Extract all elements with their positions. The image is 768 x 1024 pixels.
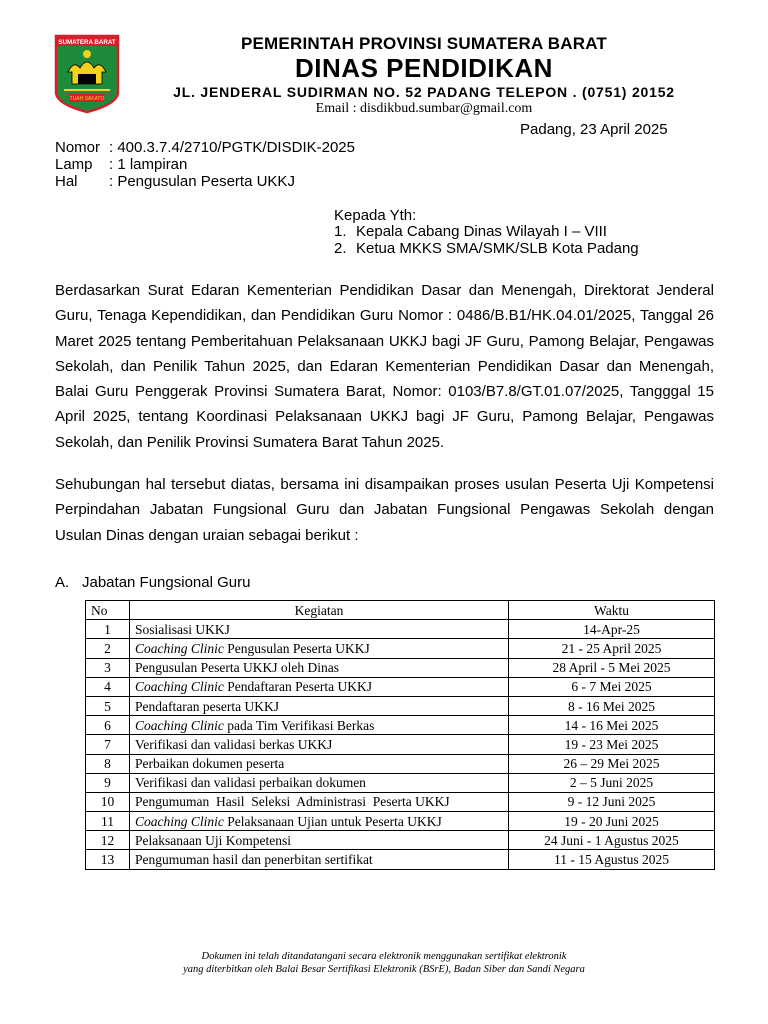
recipient-item-text: Kepala Cabang Dinas Wilayah I – VIII <box>356 223 607 240</box>
cell-kegiatan <box>130 792 509 811</box>
meta-nomor-value: : 400.3.7.4/2710/PGTK/DISDIK-2025 <box>109 139 355 156</box>
cell-kegiatan-emphasis: Coaching Clinic <box>135 813 224 829</box>
cell-kegiatan-emphasis: Coaching Clinic <box>135 717 224 733</box>
cell-no: 12 <box>86 831 130 850</box>
cell-no: 6 <box>86 716 130 735</box>
cell-waktu: 19 - 20 Juni 2025 <box>509 812 715 831</box>
cell-kegiatan <box>130 677 509 696</box>
recipient-item <box>334 240 639 257</box>
table-row <box>86 754 715 773</box>
logo-banner-text: SUMATERA BARAT <box>58 39 116 47</box>
cell-kegiatan <box>130 620 509 639</box>
cell-kegiatan-text: Pengumuman hasil dan penerbitan sertifikat <box>135 852 373 868</box>
cell-kegiatan <box>130 831 509 850</box>
cell-waktu: 2 – 5 Juni 2025 <box>509 773 715 792</box>
section-title: Jabatan Fungsional Guru <box>82 574 251 591</box>
cell-kegiatan <box>130 773 509 792</box>
footer-line-2: yang diterbitkan oleh Balai Besar Sertifikasi Elektronik (BSrE), Badan Siber dan Sandi Negara <box>183 964 585 975</box>
cell-waktu: 14 - 16 Mei 2025 <box>509 716 715 735</box>
meta-hal-value: : Pengusulan Peserta UKKJ <box>109 173 295 190</box>
cell-kegiatan-text: Pengumuman Hasil Seleksi Administrasi Peserta UKKJ <box>135 794 450 810</box>
office-email: Email : disdikbud.sumbar@gmail.com <box>315 101 533 116</box>
section-number: A. <box>55 574 70 591</box>
cell-kegiatan <box>130 716 509 735</box>
table-row <box>86 696 715 715</box>
cell-waktu: 11 - 15 Agustus 2025 <box>509 850 715 869</box>
meta-lamp-value: : 1 lampiran <box>109 156 188 173</box>
cell-kegiatan-text: Verifikasi dan validasi berkas UKKJ <box>135 736 333 752</box>
meta-nomor <box>55 139 355 156</box>
letter-date: Padang, 23 April 2025 <box>520 121 668 138</box>
meta-lamp <box>55 156 187 173</box>
cell-kegiatan-text: Pengusulan Peserta UKKJ <box>223 640 370 656</box>
cell-waktu: 26 – 29 Mei 2025 <box>509 754 715 773</box>
table-row <box>86 850 715 869</box>
table-row <box>86 792 715 811</box>
cell-kegiatan-text: pada Tim Verifikasi Berkas <box>223 717 375 733</box>
cell-kegiatan-text: Sosialisasi UKKJ <box>135 621 230 637</box>
cell-no: 8 <box>86 754 130 773</box>
cell-waktu: 6 - 7 Mei 2025 <box>509 677 715 696</box>
table-row <box>86 831 715 850</box>
recipient-item-number: 1. <box>334 223 347 240</box>
recipient-item <box>334 223 607 240</box>
cell-waktu: 21 - 25 April 2025 <box>509 639 715 658</box>
table-row <box>86 620 715 639</box>
cell-kegiatan-text: Perbaikan dokumen peserta <box>135 756 285 772</box>
cell-no: 4 <box>86 677 130 696</box>
cell-kegiatan-text: Pendaftaran peserta UKKJ <box>135 698 279 714</box>
department-name: DINAS PENDIDIKAN <box>295 53 553 83</box>
table-row <box>86 677 715 696</box>
cell-kegiatan <box>130 658 509 677</box>
cell-kegiatan-text: Pelaksanaan Uji Kompetensi <box>135 832 291 848</box>
meta-hal <box>55 173 295 190</box>
cell-no: 10 <box>86 792 130 811</box>
cell-kegiatan <box>130 754 509 773</box>
cell-waktu: 14-Apr-25 <box>509 620 715 639</box>
table-row <box>86 716 715 735</box>
column-header-kegiatan: Kegiatan <box>130 601 509 620</box>
meta-nomor-label: Nomor <box>55 139 101 156</box>
cell-waktu: 28 April - 5 Mei 2025 <box>509 658 715 677</box>
cell-no: 13 <box>86 850 130 869</box>
recipient-item-number: 2. <box>334 240 347 257</box>
body-paragraph-1: Berdasarkan Surat Edaran Kementerian Pendidikan Dasar dan Menengah, Direktorat Jenderal Guru, Tenaga Kependidikan, dan Pendidikan Guru Nomor : 0486/B.B1/HK.04.01/2025, Tanggal 26 Maret 2025 tentang Pemberitahuan Pelaksanaan UKKJ bagi JF Guru, Pamong Belajar, Pengawas Sekolah, dan Penilik Tahun 2025, dan Edaran Kementerian Pendidikan Dasar dan Menengah, Balai Guru Penggerak Provinsi Sumatera Barat, Nomor: 0103/B7.8/GT.01.07/2025, Tangggal 15 April 2025, tentang Koordinasi Pelaksanaan UKKJ bagi JF Guru, Pamong Belajar, Pengawas Sekolah, dan Penilik Provinsi Sumatera Barat Tahun 2025. <box>55 282 714 451</box>
cell-kegiatan <box>130 850 509 869</box>
column-header-no: No <box>86 601 130 620</box>
recipient-item-text: Ketua MKKS SMA/SMK/SLB Kota Padang <box>356 240 639 257</box>
footer-line-1: Dokumen ini telah ditandatangani secara elektronik menggunakan sertifikat elektronik <box>201 951 567 962</box>
cell-kegiatan <box>130 639 509 658</box>
body-paragraph-2: Sehubungan hal tersebut diatas, bersama ini disampaikan proses usulan Peserta Uji Kompetensi Perpindahan Jabatan Fungsional Guru dan Jabatan Fungsional Pengawas Sekolah dengan Usulan Dinas dengan uraian sebagai berikut : <box>55 476 714 544</box>
cell-no: 1 <box>86 620 130 639</box>
cell-kegiatan-text: Pendaftaran Peserta UKKJ <box>223 679 372 695</box>
table-row <box>86 812 715 831</box>
cell-no: 7 <box>86 735 130 754</box>
cell-no: 11 <box>86 812 130 831</box>
table-header-row <box>86 601 715 620</box>
cell-no: 2 <box>86 639 130 658</box>
table-row <box>86 658 715 677</box>
meta-lamp-label: Lamp <box>55 156 93 173</box>
cell-kegiatan <box>130 735 509 754</box>
cell-no: 3 <box>86 658 130 677</box>
cell-waktu: 9 - 12 Juni 2025 <box>509 792 715 811</box>
table-row <box>86 735 715 754</box>
logo-motto-text: TUAH SAKATO <box>69 96 105 103</box>
cell-waktu: 8 - 16 Mei 2025 <box>509 696 715 715</box>
meta-hal-label: Hal <box>55 173 78 190</box>
cell-kegiatan-text: Pelaksanaan Ujian untuk Peserta UKKJ <box>223 813 442 829</box>
section-heading <box>55 574 250 591</box>
cell-kegiatan-text: Verifikasi dan validasi perbaikan dokumen <box>135 775 366 791</box>
cell-kegiatan <box>130 812 509 831</box>
cell-waktu: 19 - 23 Mei 2025 <box>509 735 715 754</box>
cell-no: 9 <box>86 773 130 792</box>
cell-kegiatan <box>130 696 509 715</box>
table-row <box>86 773 715 792</box>
office-address: JL. JENDERAL SUDIRMAN NO. 52 PADANG TELEPON . (0751) 20152 <box>173 84 675 100</box>
cell-kegiatan-emphasis: Coaching Clinic <box>135 640 224 656</box>
cell-kegiatan-emphasis: Coaching Clinic <box>135 679 224 695</box>
cell-no: 5 <box>86 696 130 715</box>
cell-kegiatan-text: Pengusulan Peserta UKKJ oleh Dinas <box>135 660 339 676</box>
schedule-table <box>85 600 715 870</box>
cell-waktu: 24 Juni - 1 Agustus 2025 <box>509 831 715 850</box>
e-signature-notice <box>0 950 768 976</box>
column-header-waktu: Waktu <box>509 601 715 620</box>
government-name: PEMERINTAH PROVINSI SUMATERA BARAT <box>240 34 607 53</box>
recipient-heading: Kepada Yth: <box>334 207 417 224</box>
table-row <box>86 639 715 658</box>
